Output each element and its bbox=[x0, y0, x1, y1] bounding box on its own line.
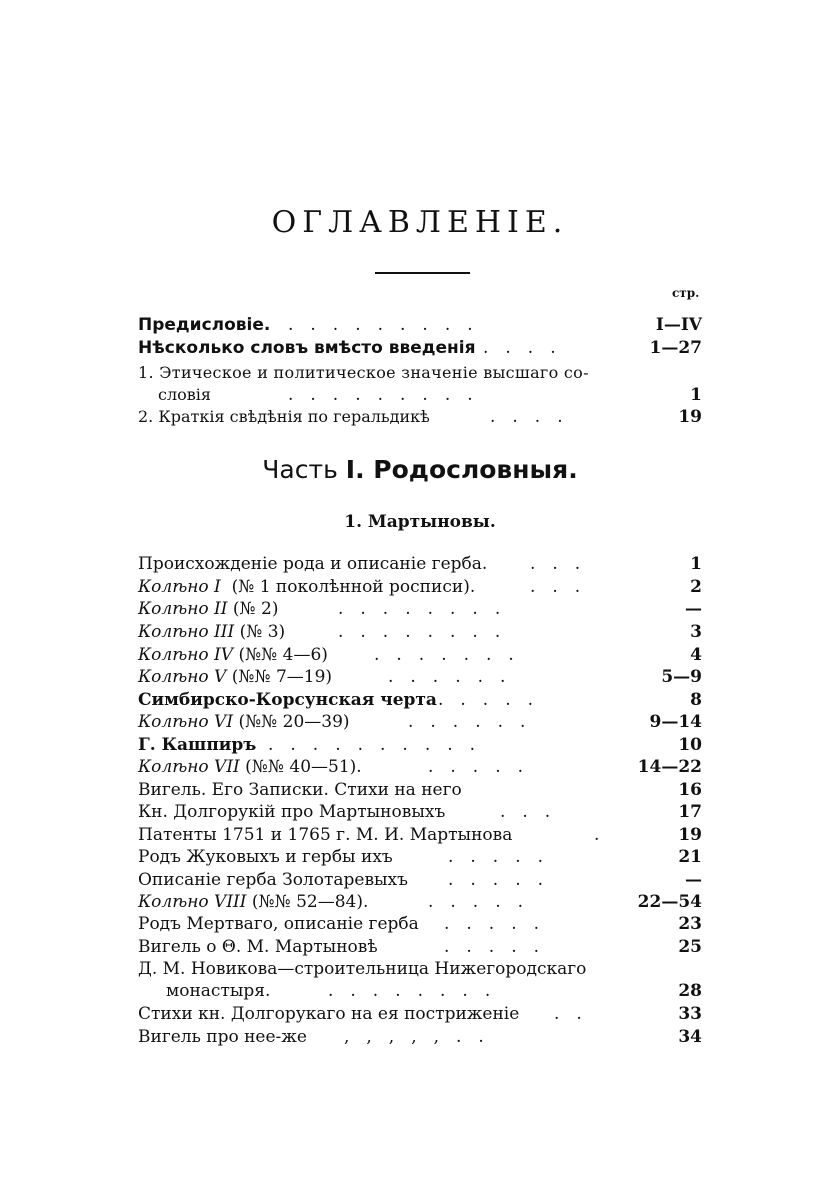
toc-entry[interactable] bbox=[138, 869, 702, 891]
entry-italic: Колѣно VI bbox=[138, 712, 234, 732]
entry-suffix: (№№ 20—39) bbox=[238, 712, 350, 732]
leader-dots: ..... bbox=[428, 892, 541, 912]
leader-dots: ....... bbox=[374, 645, 531, 665]
toc-entry-introduction[interactable] bbox=[138, 337, 702, 359]
leader-dots: ... bbox=[500, 802, 568, 822]
toc-entry[interactable] bbox=[138, 644, 702, 666]
leader-dots: .... bbox=[490, 407, 580, 427]
leader-dots: ..... bbox=[448, 870, 561, 890]
entry-page: 4 bbox=[690, 645, 702, 665]
toc-entry[interactable] bbox=[138, 1003, 702, 1025]
entry-text: Нѣсколько словъ вмѣсто введенія bbox=[138, 338, 476, 358]
toc-entry[interactable] bbox=[138, 779, 702, 801]
leader-dots: ..... bbox=[448, 847, 561, 867]
entry-suffix: (№№ 4—6) bbox=[238, 645, 328, 665]
entry-text bbox=[138, 598, 278, 620]
entry-suffix: (№№ 7—19) bbox=[231, 667, 333, 687]
entry-text-continuation: монастыря. bbox=[166, 981, 271, 1001]
entry-page: 17 bbox=[678, 802, 702, 822]
toc-entry[interactable] bbox=[138, 958, 702, 1002]
entry-page: 10 bbox=[678, 735, 702, 755]
entry-page: 9—14 bbox=[649, 712, 702, 732]
leader-dots: ........ bbox=[338, 599, 518, 619]
entry-text: Стихи кн. Долгорукаго на ея постриженіе bbox=[138, 1004, 520, 1024]
entry-page: 22—54 bbox=[637, 892, 702, 912]
entry-suffix: (№ 1 поколѣнной росписи). bbox=[231, 577, 476, 597]
leader-dots: ... bbox=[530, 577, 598, 597]
leader-dots: ......... bbox=[288, 315, 490, 335]
entry-page: 16 bbox=[678, 780, 702, 800]
leader-dots: ,,,,,.. bbox=[344, 1027, 501, 1047]
toc-entry[interactable] bbox=[138, 576, 702, 598]
leader-dots: ... bbox=[530, 554, 598, 574]
entry-text: Патенты 1751 и 1765 г. М. И. Мартынова bbox=[138, 825, 513, 845]
entry-page: 28 bbox=[678, 981, 702, 1001]
entry-page: 8 bbox=[690, 690, 702, 710]
leader-dots: ..... bbox=[428, 757, 541, 777]
entry-page: 19 bbox=[678, 407, 702, 427]
entry-page: 19 bbox=[678, 825, 702, 845]
entry-italic: Колѣно II bbox=[138, 599, 228, 619]
page-column-label: стр. bbox=[672, 286, 700, 300]
toc-entry[interactable] bbox=[138, 734, 702, 756]
toc-entry-preface[interactable] bbox=[138, 314, 702, 336]
entry-text: Вигель. Его Записки. Стихи на него bbox=[138, 780, 462, 800]
title-rule bbox=[375, 272, 470, 274]
entry-page: 34 bbox=[678, 1027, 702, 1047]
entry-page: I—IV bbox=[655, 315, 702, 335]
toc-entry[interactable] bbox=[138, 801, 702, 823]
leader-dots: ........ bbox=[328, 981, 508, 1001]
entry-page: 14—22 bbox=[637, 757, 702, 777]
entry-page: 1 bbox=[690, 554, 702, 574]
entry-suffix: (№ 3) bbox=[239, 622, 286, 642]
entry-page: 1—27 bbox=[649, 338, 702, 358]
toc-entry[interactable] bbox=[138, 621, 702, 643]
toc-entry[interactable] bbox=[138, 598, 702, 620]
entry-italic: Колѣно IV bbox=[138, 645, 234, 665]
toc-entry[interactable] bbox=[138, 891, 702, 913]
leader-dots: ..... bbox=[444, 914, 557, 934]
section-heading: 1. Мартыновы. bbox=[344, 512, 496, 532]
entry-text: 2. Краткія свѣдѣнія по геральдикѣ bbox=[138, 407, 430, 426]
toc-entry[interactable] bbox=[138, 1026, 702, 1048]
leader-dots: .... bbox=[483, 338, 573, 358]
entry-italic: Колѣно I bbox=[138, 577, 221, 597]
leader-dots: ..... bbox=[444, 937, 557, 957]
toc-entry[interactable] bbox=[138, 936, 702, 958]
entry-text: Предисловіе. bbox=[138, 315, 271, 335]
entry-suffix: (№№ 52—84). bbox=[251, 892, 369, 912]
entry-suffix: (№ 2) bbox=[232, 599, 279, 619]
entry-text bbox=[138, 666, 332, 688]
toc-entry[interactable] bbox=[138, 711, 702, 733]
toc-entry[interactable] bbox=[138, 666, 702, 688]
entry-suffix: (№№ 40—51). bbox=[245, 757, 362, 777]
entry-italic: Колѣно V bbox=[138, 667, 227, 687]
entry-text bbox=[138, 644, 328, 666]
leader-dots: ...... bbox=[388, 667, 523, 687]
toc-entry[interactable] bbox=[138, 824, 702, 846]
entry-text: Кн. Долгорукій про Мартыновыхъ bbox=[138, 802, 446, 822]
entry-page: — bbox=[685, 870, 702, 890]
entry-page: — bbox=[685, 599, 702, 619]
entry-text: 1. Этическое и политическое значеніе высшаго со- bbox=[138, 363, 589, 382]
entry-text: Описаніе герба Золотаревыхъ bbox=[138, 870, 408, 890]
page-title: ОГЛАВЛЕНІЕ. bbox=[271, 205, 569, 240]
part-label: Часть bbox=[262, 455, 338, 484]
toc-entry[interactable] bbox=[138, 913, 702, 935]
entry-text bbox=[138, 711, 350, 733]
entry-text: Происхожденіе рода и описаніе герба. bbox=[138, 554, 488, 574]
toc-entry[interactable] bbox=[138, 846, 702, 868]
entry-italic: Колѣно VII bbox=[138, 757, 240, 777]
entry-page: 23 bbox=[678, 914, 702, 934]
leader-dots: ..... bbox=[438, 690, 551, 710]
toc-entry[interactable] bbox=[138, 553, 702, 575]
leader-dots: ...... bbox=[408, 712, 543, 732]
entry-page: 21 bbox=[678, 847, 702, 867]
entry-text: Родъ Жуковыхъ и гербы ихъ bbox=[138, 847, 393, 867]
entry-page: 2 bbox=[690, 577, 702, 597]
entry-text bbox=[138, 756, 362, 778]
toc-entry-heraldry[interactable] bbox=[138, 406, 702, 428]
entry-text: Г. Кашпиръ bbox=[138, 735, 257, 755]
entry-text: Вигель о Θ. М. Мартыновѣ bbox=[138, 937, 378, 957]
leader-dots: ......... bbox=[288, 385, 490, 405]
entry-italic: Колѣно III bbox=[138, 622, 235, 642]
toc-entry-ethical[interactable] bbox=[138, 362, 702, 406]
entry-text: Вигель про нее-же bbox=[138, 1027, 307, 1047]
entry-text: Симбирско-Корсунская черта bbox=[138, 690, 437, 710]
leader-dots: .. bbox=[554, 1004, 599, 1024]
entry-text-continuation: словія bbox=[158, 385, 211, 404]
entry-page: 5—9 bbox=[661, 667, 702, 687]
toc-entry[interactable] bbox=[138, 689, 702, 711]
entry-page: 25 bbox=[678, 937, 702, 957]
entry-text: Родъ Мертваго, описаніе герба bbox=[138, 914, 419, 934]
leader-dots: .......... bbox=[268, 735, 493, 755]
entry-page: 3 bbox=[690, 622, 702, 642]
entry-text bbox=[138, 891, 368, 913]
entry-text bbox=[138, 576, 475, 598]
entry-italic: Колѣно VIII bbox=[138, 892, 247, 912]
leader-dots: . bbox=[594, 825, 617, 845]
entry-text bbox=[138, 621, 285, 643]
part-heading bbox=[0, 455, 840, 484]
entry-text: Д. М. Новикова—строительница Нижегородскаго bbox=[138, 959, 587, 979]
leader-dots: ........ bbox=[338, 622, 518, 642]
entry-page: 33 bbox=[678, 1004, 702, 1024]
toc-entry[interactable] bbox=[138, 756, 702, 778]
part-title: I. Родословныя. bbox=[345, 455, 578, 484]
entry-page: 1 bbox=[690, 385, 702, 405]
